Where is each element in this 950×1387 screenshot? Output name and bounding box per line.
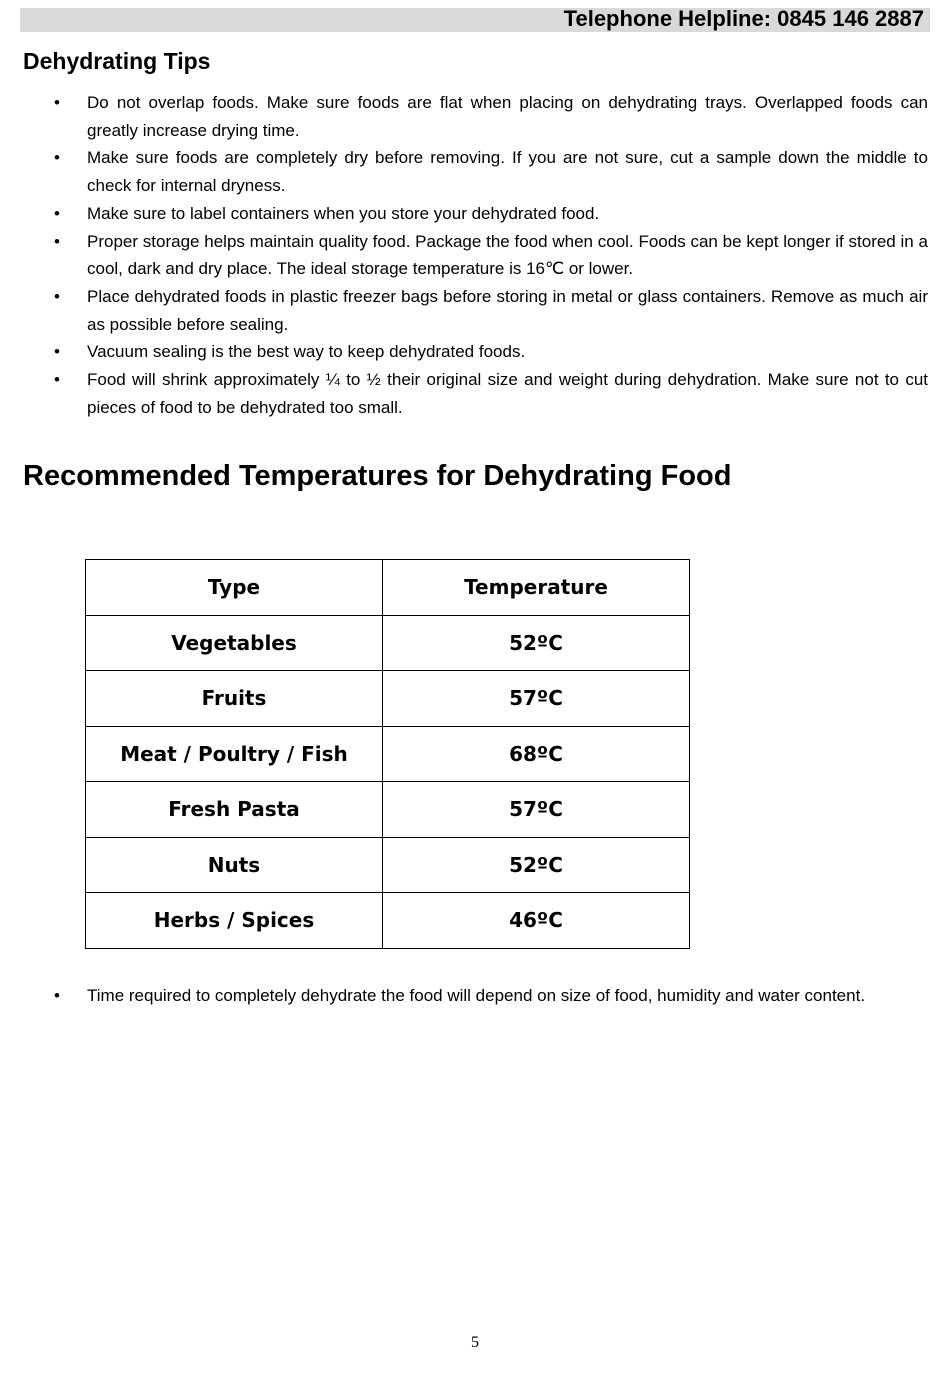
tip-text: Make sure foods are completely dry before removing. If you are not sure, cut a sample down the middle to check for internal dryness. — [87, 148, 928, 195]
bullet-icon: • — [54, 231, 60, 251]
bullet-icon: • — [54, 93, 60, 112]
temperature-cell: 57ºC — [383, 782, 690, 838]
bullet-icon: • — [54, 287, 60, 307]
temperature-table — [85, 559, 690, 949]
temperature-cell: 68ºC — [383, 726, 690, 782]
temperature-cell: 46ºC — [383, 893, 690, 949]
telephone-helpline: Telephone Helpline: 0845 146 2887 — [563, 6, 924, 31]
food-type-cell: Fruits — [86, 671, 383, 727]
tips-list — [0, 89, 950, 422]
table-row — [86, 615, 690, 671]
food-type-cell: Meat / Poultry / Fish — [86, 726, 383, 782]
tip-item — [0, 338, 928, 366]
tip-text: Food will shrink approximately ¼ to ½ their original size and weight during dehydration. Make sure not to cut pieces of food to be dehydrated too small. — [87, 370, 928, 417]
tip-item — [0, 283, 928, 338]
bullet-icon: • — [54, 986, 60, 1005]
page-number: 5 — [471, 1334, 479, 1351]
tip-text: Place dehydrated foods in plastic freezer bags before storing in metal or glass containers. Remove as much air as possible before sealing. — [87, 287, 928, 334]
note-text: Time required to completely dehydrate the food will depend on size of food, humidity and water content. — [87, 986, 866, 1005]
tip-item — [0, 366, 928, 421]
food-type-cell: Nuts — [86, 837, 383, 893]
tip-item — [0, 200, 928, 228]
column-header-temperature: Temperature — [383, 560, 690, 616]
table-header-row — [86, 560, 690, 616]
food-type-cell: Herbs / Spices — [86, 893, 383, 949]
drying-time-note — [0, 982, 928, 1010]
temperature-cell: 57ºC — [383, 671, 690, 727]
tip-text: Vacuum sealing is the best way to keep dehydrated foods. — [87, 342, 526, 362]
table-row — [86, 782, 690, 838]
tip-text: Make sure to label containers when you store your dehydrated food. — [87, 203, 600, 223]
tip-text: Do not overlap foods. Make sure foods are flat when placing on dehydrating trays. Overlapped foods can greatly increase drying time. — [87, 93, 928, 140]
dehydrating-tips-heading: Dehydrating Tips — [23, 48, 211, 74]
bullet-icon: • — [54, 203, 60, 223]
table-row — [86, 837, 690, 893]
temperature-cell: 52ºC — [383, 615, 690, 671]
tip-item — [0, 89, 928, 144]
food-type-cell: Vegetables — [86, 615, 383, 671]
temperature-cell: 52ºC — [383, 837, 690, 893]
helpline-bar — [20, 8, 930, 32]
column-header-type: Type — [86, 560, 383, 616]
food-type-cell: Fresh Pasta — [86, 782, 383, 838]
drying-time-note-list — [0, 982, 950, 1010]
bullet-icon: • — [54, 342, 60, 362]
bullet-icon: • — [54, 370, 60, 390]
table-row — [86, 893, 690, 949]
tip-item — [0, 144, 928, 199]
table-row — [86, 726, 690, 782]
tip-text: Proper storage helps maintain quality food. Package the food when cool. Foods can be kept longer if stored in a cool, dark and dry place. The ideal storage temperature is 16℃ or lower. — [87, 231, 928, 279]
recommended-temperatures-heading: Recommended Temperatures for Dehydrating Food — [23, 460, 732, 492]
tip-item — [0, 228, 928, 283]
bullet-icon: • — [54, 148, 60, 168]
table-row — [86, 671, 690, 727]
